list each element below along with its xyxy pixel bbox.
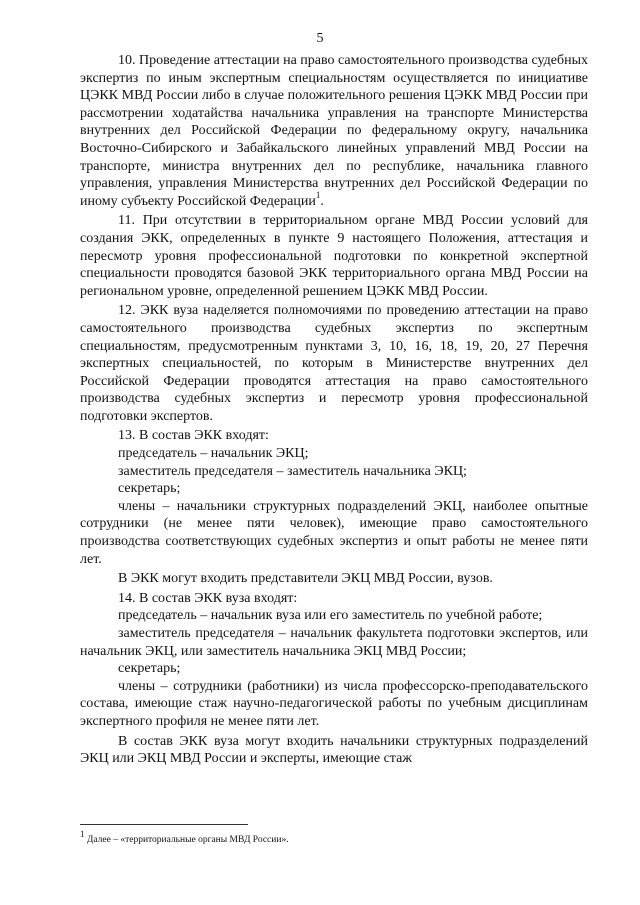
footnote-text: Далее – «территориальные органы МВД России». [84, 835, 289, 845]
footnote-divider [80, 824, 248, 825]
document-body [80, 50, 588, 768]
paragraph-representatives: В ЭКК могут входить представители ЭКЦ МВД России, вузов. [118, 571, 493, 587]
list-item-members-university: члены – сотрудники (работники) из числа профессорско-преподавательского состава, имеющие стаж научно-педагогической работы по учебным дисциплинам экспертного профиля не менее пяти лет. [80, 678, 588, 729]
footnote-reference: 1 [315, 190, 321, 201]
list-item-deputy-chairman-university: заместитель председателя – начальник факультета подготовки экспертов, или начальник ЭКЦ, или заместитель начальника ЭКЦ МВД России; [80, 626, 588, 659]
page-number: 5 [316, 31, 324, 46]
footnote-marker: 1 [80, 828, 85, 839]
list-item-secretary-university: секретарь; [118, 661, 181, 677]
paragraph-13-heading: 13. В состав ЭКК входят: [118, 428, 269, 444]
list-item-secretary: секретарь; [118, 481, 181, 497]
paragraph-14-heading: 14. В состав ЭКК вуза входят: [118, 590, 298, 606]
paragraph-university-composition: В состав ЭКК вуза могут входить начальники структурных подразделений ЭКЦ или ЭКЦ МВД России и эксперты, имеющие стаж [80, 733, 588, 767]
paragraph-10-end: . [320, 193, 324, 209]
paragraph-10-text: 10. Проведение аттестации на право самостоятельного производства судебных экспертиз по иным экспертным специальностям осуществляется по инициативе ЦЭКК МВД России либо в случае положительного решения ЦЭКК МВД России при рассмотрении ходатайства начальника управления на транспорте Министерства внутренних дел Российской Федерации по федеральному округу, начальника Восточно-Сибирского и Забайкальского линейных управлений МВД России на транспорте, министра внутренних дел по республике, начальника главного управления, управления Министерства внутренних дел Российской Федерации по иному субъекту Российской Федерации [80, 53, 588, 209]
paragraph-12: 12. ЭКК вуза наделяется полномочиями по проведению аттестации на право самостоятельного производства судебных экспертиз по экспертным специальностям, предусмотренным пунктами 3, 10, 16, 18, 19, 20, 27 Перечня экспертных специальностей, по которым в Министерстве внутренних дел Российской Федерации проводятся аттестация на право самостоятельного производства судебных экспертиз и пересмотр уровня профессиональной подготовки экспертов. [80, 303, 588, 424]
list-item-chairman: председатель – начальник ЭКЦ; [118, 446, 309, 462]
footnote [80, 828, 588, 846]
list-item-deputy-chairman: заместитель председателя – заместитель начальника ЭКЦ; [118, 463, 467, 479]
list-item-members: члены – начальники структурных подразделений ЭКЦ, наиболее опытные сотрудники (не менее пяти человек), имеющие право самостоятельного производства соответствующих судебных экспертиз и опыт работы не менее пяти лет. [80, 498, 588, 567]
list-item-chairman-university: председатель – начальник вуза или его заместитель по учебной работе; [118, 608, 543, 624]
paragraph-11: 11. При отсутствии в территориальном органе МВД России условий для создания ЭКК, определенных в пункте 9 настоящего Положения, аттестация и пересмотр уровня профессиональной подготовки по конкретной экспертной специальности проводятся базовой ЭКК территориального органа МВД России на региональном уровне, определенной решением ЦЭКК МВД России. [80, 213, 588, 299]
paragraph-10 [80, 52, 588, 210]
